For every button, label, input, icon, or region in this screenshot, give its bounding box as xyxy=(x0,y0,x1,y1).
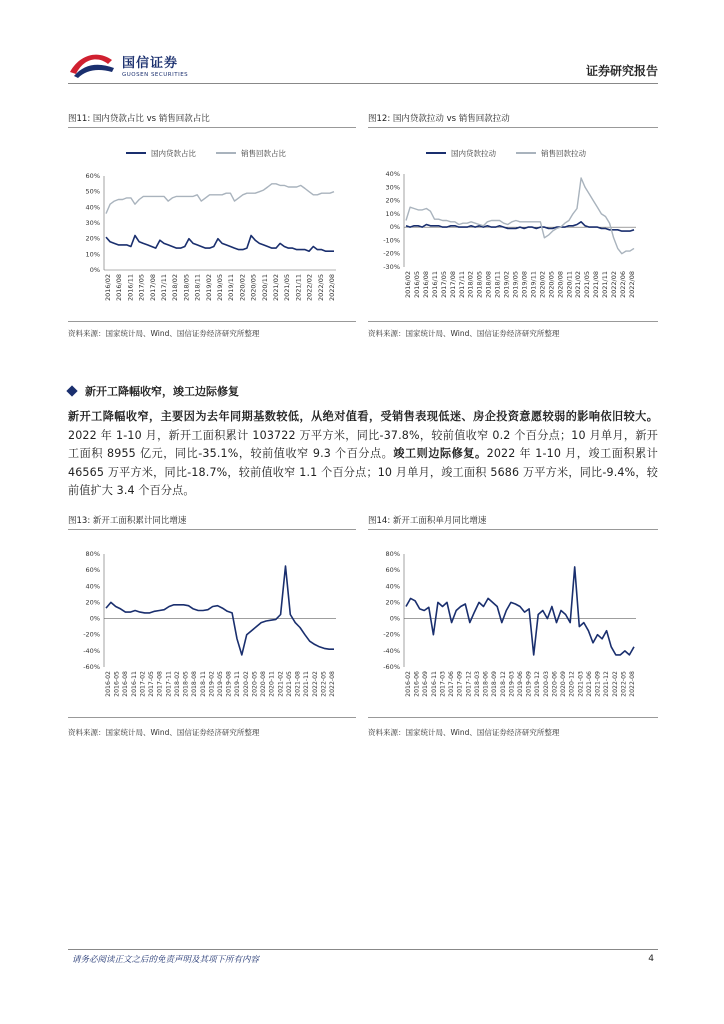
x-tick-label: 2019-06 xyxy=(517,671,524,697)
series-line xyxy=(106,566,334,655)
y-tick-label: 0% xyxy=(89,614,100,623)
x-tick-label: 2020-02 xyxy=(242,671,250,697)
section-title: 新开工降幅收窄，竣工边际修复 xyxy=(85,385,239,398)
x-tick-label: 2022-08 xyxy=(329,671,336,697)
x-tick-label: 2020-05 xyxy=(251,671,259,697)
x-tick-label: 2017-02 xyxy=(139,671,147,697)
figure-13 xyxy=(68,514,356,530)
y-tick-label: 60% xyxy=(385,566,400,575)
x-tick-label: 2019-08 xyxy=(225,671,233,697)
x-tick-label: 2020-09 xyxy=(560,671,568,697)
x-tick-label: 2016/11 xyxy=(430,271,439,299)
x-tick-label: 2017/05 xyxy=(137,274,146,302)
x-tick-label: 2016-11 xyxy=(130,671,138,697)
x-tick-label: 2019/08 xyxy=(520,271,529,299)
section-heading xyxy=(68,383,239,399)
y-tick-label: 80% xyxy=(85,550,100,558)
body-paragraph xyxy=(68,408,658,501)
x-tick-label: 2021/11 xyxy=(601,271,610,299)
para-text-1: 2022 年 1-10 月，新开工面积累计 103722 万平方米，同比-37.8%，较前值收窄 0.2 个百分点；10 月单月，新开工面积 8955 亿元，同比-35.1%，较前值收窄 9.3 个百分点。 xyxy=(68,428,658,460)
x-tick-label: 2018/02 xyxy=(171,274,180,302)
x-tick-label: 2021-12 xyxy=(603,671,611,697)
x-tick-label: 2016-06 xyxy=(413,671,421,697)
para-text-2: 2022 年 1-10 月，竣工面积累计 46565 万平方米，同比-18.7%，较前值收窄 1.1 个百分点；10 月单月，竣工面积 5686 万平方米，同比-9.4%，较前值扩大 3.4 个百分点。 xyxy=(68,447,658,497)
chart-fig12 xyxy=(368,140,650,320)
y-tick-label: -40% xyxy=(383,646,400,655)
y-tick-label: 80% xyxy=(385,550,400,558)
x-tick-label: 2016/05 xyxy=(412,271,421,299)
y-tick-label: -20% xyxy=(83,630,100,639)
legend-label: 销售回款占比 xyxy=(241,149,286,158)
y-tick-label: 40% xyxy=(385,582,400,591)
x-tick-label: 2019/02 xyxy=(502,271,511,299)
figure-divider xyxy=(368,321,658,322)
x-tick-label: 2018/02 xyxy=(466,271,475,299)
x-tick-label: 2021/05 xyxy=(283,274,292,302)
x-tick-label: 2020/05 xyxy=(249,274,258,302)
y-tick-label: 0% xyxy=(389,223,400,232)
x-tick-label: 2018-06 xyxy=(482,671,490,697)
x-tick-label: 2018/11 xyxy=(493,271,502,299)
page-footer xyxy=(68,949,658,965)
y-tick-label: 40% xyxy=(385,170,400,178)
x-tick-label: 2019/05 xyxy=(216,274,224,302)
y-tick-label: 50% xyxy=(85,187,100,196)
figure-title: 图14: 新开工面积单月同比增速 xyxy=(368,514,658,530)
series-line xyxy=(106,236,334,252)
x-tick-label: 2022-02 xyxy=(311,671,319,697)
y-tick-label: 0% xyxy=(389,614,400,623)
x-tick-label: 2019/11 xyxy=(227,274,236,302)
diamond-bullet-icon xyxy=(66,385,77,396)
x-tick-label: 2018-02 xyxy=(173,671,181,697)
x-tick-label: 2018-03 xyxy=(473,671,481,697)
figure-divider xyxy=(68,717,356,718)
company-logo xyxy=(68,50,188,80)
x-tick-label: 2022/02 xyxy=(610,271,619,299)
x-tick-label: 2021/02 xyxy=(574,271,583,299)
legend-label: 销售回款拉动 xyxy=(541,149,586,158)
figure-title: 图13: 新开工面积累计同比增速 xyxy=(68,514,356,530)
x-tick-label: 2018-11 xyxy=(199,671,207,697)
x-tick-label: 2022/02 xyxy=(305,274,314,302)
y-tick-label: 30% xyxy=(85,219,100,227)
para-bold-2: 竣工则边际修复。 xyxy=(393,447,487,460)
x-tick-label: 2018-08 xyxy=(191,671,199,697)
x-tick-label: 2019-02 xyxy=(208,671,216,697)
page-header xyxy=(68,48,658,84)
figure-title: 图11: 国内贷款占比 vs 销售回款占比 xyxy=(68,112,356,128)
x-tick-label: 2019-05 xyxy=(217,671,224,697)
y-tick-label: 60% xyxy=(85,172,100,180)
figure-divider xyxy=(68,321,356,322)
x-tick-label: 2019-11 xyxy=(234,671,242,697)
x-tick-label: 2021-02 xyxy=(277,671,285,697)
source-note: 资料来源：国家统计局、Wind、国信证券经济研究所整理 xyxy=(68,329,260,338)
x-tick-label: 2020-06 xyxy=(551,671,559,697)
y-tick-label: 40% xyxy=(85,203,100,212)
x-tick-label: 2022/08 xyxy=(328,274,336,302)
logo-chinese-name: 国信证券 xyxy=(122,56,179,71)
series-line xyxy=(406,178,634,254)
source-note: 资料来源：国家统计局、Wind、国信证券经济研究所整理 xyxy=(68,728,260,737)
x-tick-label: 2019-12 xyxy=(534,671,542,697)
y-tick-label: -40% xyxy=(83,646,100,655)
y-tick-label: 30% xyxy=(385,183,400,192)
guosen-logo-icon xyxy=(68,50,118,80)
y-tick-label: -60% xyxy=(383,663,400,671)
x-tick-label: 2017-12 xyxy=(465,671,473,697)
y-tick-label: 10% xyxy=(85,250,100,259)
y-tick-label: 0% xyxy=(89,266,100,274)
figure-11 xyxy=(68,112,356,128)
y-tick-label: 20% xyxy=(385,196,400,205)
x-tick-label: 2016/11 xyxy=(126,274,135,302)
y-tick-label: -10% xyxy=(383,236,400,245)
x-tick-label: 2017/11 xyxy=(457,271,466,299)
source-note: 资料来源：国家统计局、Wind、国信证券经济研究所整理 xyxy=(368,329,560,338)
x-tick-label: 2022-05 xyxy=(620,671,628,697)
x-tick-label: 2017-08 xyxy=(156,671,164,697)
figure-12 xyxy=(368,112,658,128)
x-tick-label: 2020/02 xyxy=(538,271,547,299)
x-tick-label: 2016/02 xyxy=(404,271,412,299)
x-tick-label: 2022/05 xyxy=(316,274,325,302)
x-tick-label: 2020-11 xyxy=(268,671,276,697)
logo-english-name: GUOSEN SECURITIES xyxy=(122,72,189,78)
x-tick-label: 2016-02 xyxy=(105,671,112,697)
x-tick-label: 2020-12 xyxy=(568,671,576,697)
chart-fig11 xyxy=(68,140,348,320)
chart-fig14 xyxy=(368,542,650,714)
x-tick-label: 2021/02 xyxy=(272,274,280,302)
y-tick-label: 20% xyxy=(85,234,100,243)
legend-label: 国内贷款占比 xyxy=(151,149,196,158)
x-tick-label: 2017-03 xyxy=(439,671,447,697)
x-tick-label: 2019-03 xyxy=(508,671,516,697)
y-tick-label: 20% xyxy=(85,598,100,607)
legend-label: 国内贷款拉动 xyxy=(451,149,496,158)
x-tick-label: 2022/08 xyxy=(628,271,636,299)
x-tick-label: 2021/05 xyxy=(583,271,592,299)
x-tick-label: 2021-09 xyxy=(594,671,602,697)
x-tick-label: 2021-11 xyxy=(303,671,311,697)
series-line xyxy=(106,184,334,214)
y-tick-label: -20% xyxy=(383,249,400,258)
x-tick-label: 2021/08 xyxy=(592,271,601,299)
y-tick-label: 10% xyxy=(385,209,400,218)
x-tick-label: 2019/02 xyxy=(204,274,213,302)
x-tick-label: 2016-11 xyxy=(430,671,438,697)
x-tick-label: 2022-02 xyxy=(611,671,619,697)
y-tick-label: 20% xyxy=(385,598,400,607)
x-tick-label: 2016/08 xyxy=(421,271,430,299)
x-tick-label: 2019-09 xyxy=(525,671,533,697)
x-tick-label: 2021-08 xyxy=(294,671,302,697)
x-tick-label: 2016-05 xyxy=(113,671,121,697)
y-tick-label: -60% xyxy=(83,663,100,671)
x-tick-label: 2021/11 xyxy=(294,274,303,302)
x-tick-label: 2018-05 xyxy=(182,671,190,697)
para-bold-1: 新开工降幅收窄，主要因为去年同期基数较低，从绝对值看，受销售表现低迷、房企投资意愿较弱的影响依旧较大。 xyxy=(68,410,658,423)
x-tick-label: 2017/08 xyxy=(448,271,457,299)
x-tick-label: 2018/08 xyxy=(484,271,493,299)
series-line xyxy=(406,222,634,231)
x-tick-label: 2019/05 xyxy=(511,271,520,299)
y-tick-label: 40% xyxy=(85,582,100,591)
x-tick-label: 2021-06 xyxy=(585,671,593,697)
x-tick-label: 2017-11 xyxy=(165,671,173,697)
x-tick-label: 2016/02 xyxy=(104,274,112,302)
x-tick-label: 2021-03 xyxy=(577,671,585,697)
figure-divider xyxy=(368,717,658,718)
x-tick-label: 2020/11 xyxy=(565,271,574,299)
x-tick-label: 2017-05 xyxy=(148,671,156,697)
y-tick-label: 60% xyxy=(85,566,100,575)
y-tick-label: -30% xyxy=(383,263,400,271)
x-tick-label: 2022/06 xyxy=(619,271,628,299)
x-tick-label: 2020/02 xyxy=(238,274,247,302)
x-tick-label: 2017-06 xyxy=(448,671,456,697)
x-tick-label: 2018/05 xyxy=(475,271,484,299)
chart-fig13 xyxy=(68,542,348,714)
x-tick-label: 2018-12 xyxy=(499,671,507,697)
x-tick-label: 2017-09 xyxy=(456,671,464,697)
x-tick-label: 2020/08 xyxy=(556,271,565,299)
x-tick-label: 2020-03 xyxy=(542,671,550,697)
page-number: 4 xyxy=(648,954,654,964)
x-tick-label: 2016/08 xyxy=(115,274,124,302)
x-tick-label: 2018/11 xyxy=(193,274,202,302)
x-tick-label: 2021-05 xyxy=(285,671,293,697)
x-tick-label: 2020-08 xyxy=(260,671,268,697)
x-tick-label: 2016-08 xyxy=(122,671,130,697)
figure-14 xyxy=(368,514,658,530)
x-tick-label: 2020/05 xyxy=(547,271,556,299)
x-tick-label: 2017/08 xyxy=(148,274,157,302)
x-tick-label: 2022-08 xyxy=(629,671,636,697)
figure-title: 图12: 国内贷款拉动 vs 销售回款拉动 xyxy=(368,112,658,128)
x-tick-label: 2016-09 xyxy=(422,671,430,697)
y-tick-label: -20% xyxy=(383,630,400,639)
disclaimer-note: 请务必阅读正文之后的免责声明及其项下所有内容 xyxy=(72,955,260,965)
x-tick-label: 2018/05 xyxy=(182,274,191,302)
x-tick-label: 2016-02 xyxy=(405,671,412,697)
x-tick-label: 2018-09 xyxy=(491,671,499,697)
x-tick-label: 2017/05 xyxy=(439,271,448,299)
source-note: 资料来源：国家统计局、Wind、国信证券经济研究所整理 xyxy=(368,728,560,737)
report-type-label: 证券研究报告 xyxy=(585,64,658,78)
x-tick-label: 2019/11 xyxy=(529,271,538,299)
series-line xyxy=(406,567,634,655)
x-tick-label: 2020/11 xyxy=(260,274,269,302)
x-tick-label: 2017/11 xyxy=(160,274,168,302)
x-tick-label: 2022-05 xyxy=(320,671,328,697)
